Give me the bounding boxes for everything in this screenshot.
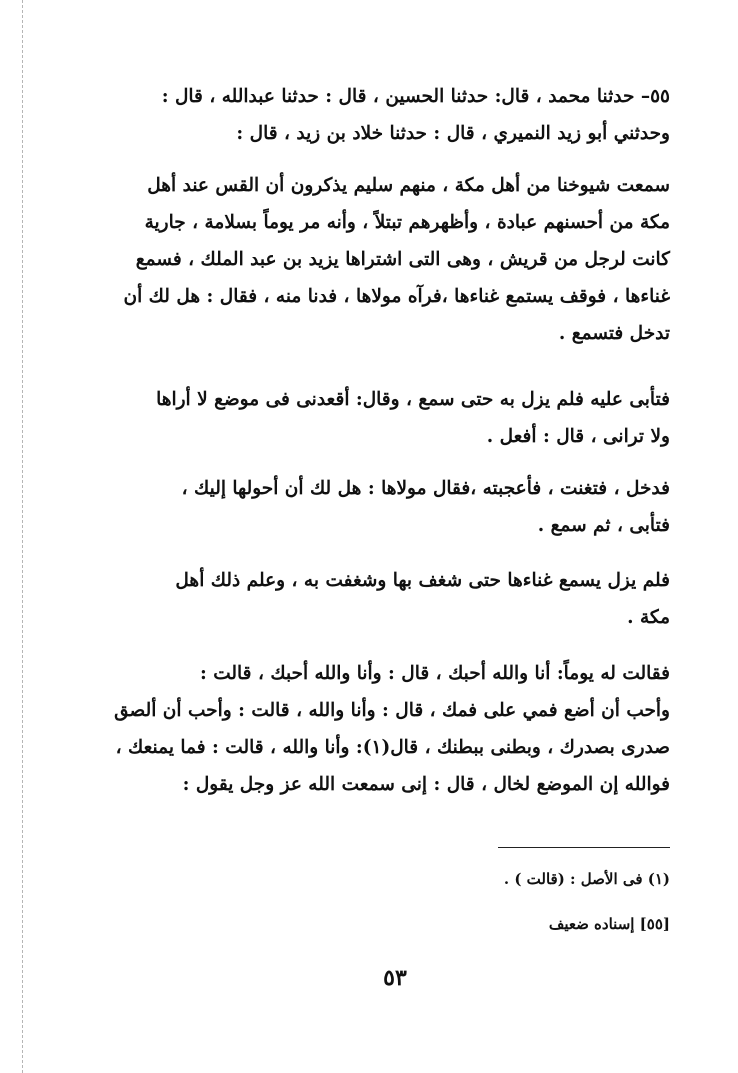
paragraph-line: تدخل فتسمع . xyxy=(558,323,670,344)
paragraph-line: فدخل ، فتغنت ، فأعجبته ،فقال مولاها : هل لك أن أحولها إليك ، xyxy=(181,478,670,499)
paragraph-line: فوالله إن الموضع لخال ، قال : إنى سمعت الله عز وجل يقول : xyxy=(182,774,670,795)
paragraph-line: فقالت له يوماً: أنا والله أحبك ، قال : وأنا والله أحبك ، قالت : xyxy=(199,663,670,684)
page-number: ٥٣ xyxy=(383,965,407,991)
isnad-line-1: ٥٥– حدثنا محمد ، قال: حدثنا الحسين ، قال : حدثنا عبدالله ، قال : xyxy=(161,86,670,107)
footnote-separator xyxy=(498,847,670,848)
paragraph-line: فتأبى عليه فلم يزل به حتى سمع ، وقال: أقعدنى فى موضع لا أراها xyxy=(156,389,670,410)
binding-margin-rule xyxy=(22,0,23,1073)
paragraph-5 xyxy=(90,655,670,803)
isnad-line-2: وحدثني أبو زيد النميري ، قال : حدثنا خلاد بن زيد ، قال : xyxy=(236,123,670,144)
paragraph-line: وأحب أن أضع فمي على فمك ، قال : وأنا والله ، قالت : وأحب أن ألصق xyxy=(114,700,670,721)
footnote-1: (١) فى الأصل : (قالت ) . xyxy=(503,870,670,888)
paragraph-line: فتأبى ، ثم سمع . xyxy=(537,515,670,536)
paragraph-line: غناءها ، فوقف يستمع غناءها ،فرآه مولاها ، فدنا منه ، فقال : هل لك أن xyxy=(123,286,670,307)
paragraph-line: ولا ترانى ، قال : أفعل . xyxy=(486,426,670,447)
paragraph-1 xyxy=(90,167,670,352)
paragraph-3 xyxy=(90,470,670,544)
paragraph-line: فلم يزل يسمع غناءها حتى شغف بها وشغفت به ، وعلم ذلك أهل xyxy=(175,570,670,591)
paragraph-line: سمعت شيوخنا من أهل مكة ، منهم سليم يذكرون أن القس عند أهل xyxy=(147,175,670,196)
paragraph-line: مكة من أحسنهم عبادة ، وأظهرهم تبتلاً ، وأنه مر يوماً بسلامة ، جارية xyxy=(144,212,670,233)
paragraph-line: صدرى بصدرك ، وبطنى ببطنك ، قال(١): وأنا والله ، قالت : فما يمنعك ، xyxy=(115,737,670,758)
paragraph-line: مكة . xyxy=(627,607,670,628)
paragraph-2 xyxy=(90,381,670,455)
hadith-number: ٥٥ xyxy=(650,86,670,107)
paragraph-line: كانت لرجل من قريش ، وهى التى اشتراها يزيد بن عبد الملك ، فسمع xyxy=(135,249,670,270)
isnad-block xyxy=(90,78,670,152)
paragraph-4 xyxy=(90,562,670,636)
footnote-grading: [٥٥] إسناده ضعيف xyxy=(548,915,670,933)
